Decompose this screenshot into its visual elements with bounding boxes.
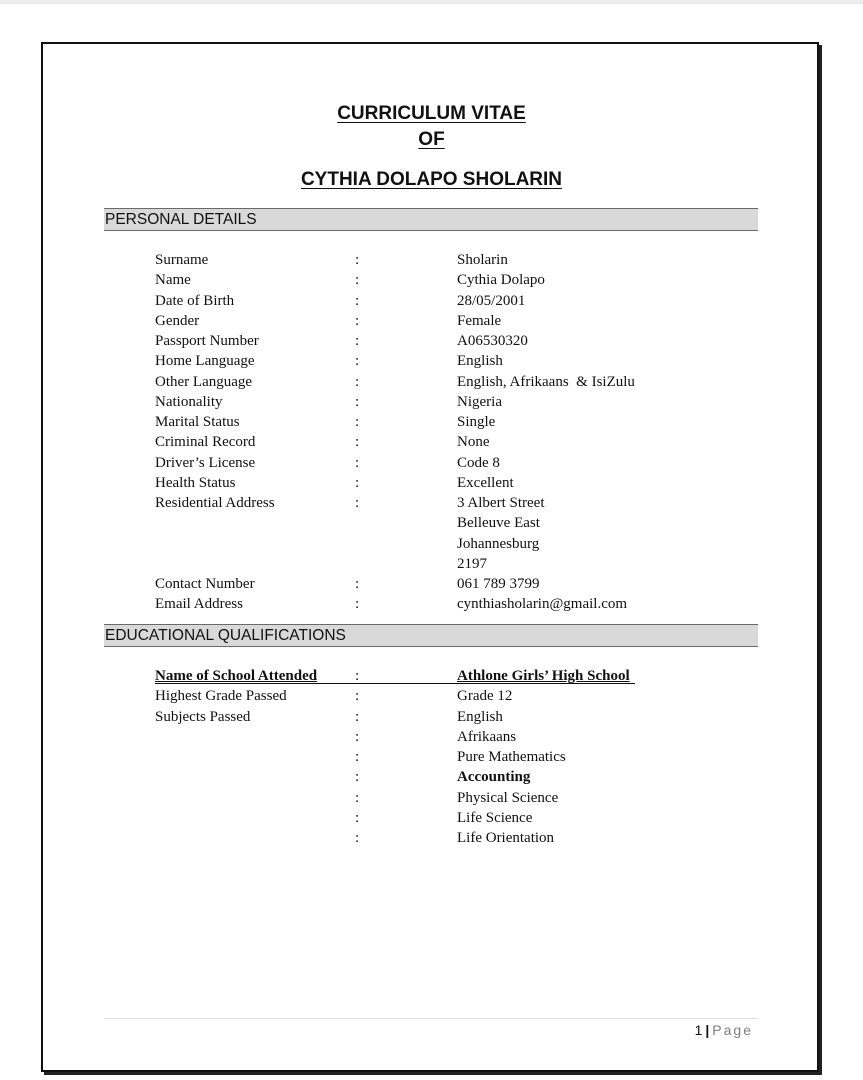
detail-separator: : <box>355 414 360 430</box>
detail-value: Single <box>457 414 496 430</box>
school-value: Athlone Girls’ High School <box>457 668 630 684</box>
subject-row <box>0 788 863 808</box>
detail-separator: : <box>355 292 360 309</box>
detail-value: Nigeria <box>457 393 502 410</box>
detail-separator: : <box>355 688 360 705</box>
detail-label: Criminal Record <box>155 434 256 451</box>
detail-separator: : <box>355 393 360 410</box>
school-row <box>0 666 863 686</box>
detail-label: Name <box>155 272 191 289</box>
detail-separator: : <box>355 353 360 370</box>
detail-label: Health Status <box>155 474 236 491</box>
detail-separator: : <box>355 668 360 684</box>
page-word: Page <box>712 1022 753 1038</box>
subject-value: English <box>457 708 503 725</box>
detail-row-surname <box>0 250 863 270</box>
detail-row-gender <box>0 311 863 331</box>
detail-row-drivers-license <box>0 453 863 473</box>
footer-divider <box>104 1018 758 1019</box>
detail-value: Excellent <box>457 474 514 491</box>
detail-label: Email Address <box>155 596 243 613</box>
subject-value: Life Science <box>457 809 533 826</box>
detail-separator: : <box>355 576 360 592</box>
detail-value: Female <box>457 312 502 329</box>
detail-separator: : <box>355 596 360 613</box>
detail-separator: : <box>355 809 360 826</box>
detail-value: Johannesburg <box>457 535 540 552</box>
subject-value: Life Orientation <box>457 830 555 846</box>
detail-value: Belleuve East <box>457 515 540 532</box>
school-row-underline <box>155 683 635 684</box>
detail-value: 3 Albert Street <box>457 495 545 511</box>
detail-row-contact-number <box>0 574 863 594</box>
subject-value: Pure Mathematics <box>457 749 566 765</box>
detail-label: Marital Status <box>155 414 240 430</box>
detail-separator: : <box>355 769 360 786</box>
detail-label: Nationality <box>155 393 223 410</box>
detail-label: Contact Number <box>155 576 255 592</box>
detail-label: Other Language <box>155 373 253 390</box>
detail-row-residential-address <box>0 493 863 513</box>
detail-separator: : <box>355 373 360 390</box>
page-number: 1 <box>694 1022 703 1038</box>
cv-title: CURRICULUM VITAE <box>337 103 526 124</box>
detail-label: Passport Number <box>155 333 259 349</box>
educational-qualifications-heading: EDUCATIONAL QUALIFICATIONS <box>104 624 758 647</box>
personal-details-heading: PERSONAL DETAILS <box>104 208 758 231</box>
detail-separator: : <box>355 333 360 349</box>
detail-value: 2197 <box>457 555 487 572</box>
subject-row <box>0 808 863 828</box>
detail-value: None <box>457 434 490 451</box>
detail-value: 061 789 3799 <box>457 576 540 592</box>
cv-title-of: OF <box>418 129 445 150</box>
subjects-label: Subjects Passed <box>155 708 251 725</box>
detail-value: English, Afrikaans & IsiZulu <box>457 373 635 390</box>
grade-value: Grade 12 <box>457 688 513 705</box>
detail-value: Sholarin <box>457 252 508 268</box>
page-number-separator: | <box>705 1022 710 1038</box>
detail-label: Surname <box>155 252 209 268</box>
detail-value: Code 8 <box>457 454 500 471</box>
detail-separator: : <box>355 495 360 511</box>
detail-label: Driver’s License <box>155 454 256 471</box>
detail-value: 28/05/2001 <box>457 292 526 309</box>
subject-row <box>0 727 863 747</box>
detail-label: Gender <box>155 312 200 329</box>
personal-details-list <box>0 250 863 615</box>
subject-row <box>0 767 863 787</box>
address-line-city <box>0 534 863 554</box>
detail-value: Cythia Dolapo <box>457 272 545 289</box>
page-number-footer <box>695 1022 753 1038</box>
subject-value: Physical Science <box>457 789 559 806</box>
detail-row-date-of-birth <box>0 291 863 311</box>
subject-row <box>0 828 863 848</box>
subject-value: Accounting <box>457 769 531 786</box>
detail-row-health-status <box>0 473 863 493</box>
detail-row-home-language <box>0 351 863 371</box>
detail-row-passport-number <box>0 331 863 351</box>
detail-separator: : <box>355 434 360 451</box>
detail-separator: : <box>355 830 360 846</box>
detail-label: Home Language <box>155 353 255 370</box>
subject-row <box>0 747 863 767</box>
grade-row <box>0 686 863 706</box>
detail-separator: : <box>355 728 360 745</box>
detail-label: Date of Birth <box>155 292 235 309</box>
detail-row-nationality <box>0 392 863 412</box>
subject-row <box>0 707 863 727</box>
detail-separator: : <box>355 474 360 491</box>
subject-value: Afrikaans <box>457 728 517 745</box>
detail-separator: : <box>355 312 360 329</box>
detail-separator: : <box>355 454 360 471</box>
detail-row-marital-status <box>0 412 863 432</box>
detail-label: Residential Address <box>155 495 275 511</box>
grade-label: Highest Grade Passed <box>155 688 287 705</box>
detail-row-email-address <box>0 594 863 614</box>
detail-separator: : <box>355 272 360 289</box>
detail-value: English <box>457 353 503 370</box>
address-line-postal-code <box>0 554 863 574</box>
candidate-name: CYTHIA DOLAPO SHOLARIN <box>300 169 563 190</box>
detail-separator: : <box>355 749 360 765</box>
detail-separator: : <box>355 252 360 268</box>
detail-row-criminal-record <box>0 432 863 452</box>
detail-value: A06530320 <box>457 333 528 349</box>
education-list <box>0 666 863 848</box>
address-line-suburb <box>0 513 863 533</box>
email-value: cynthiasholarin@gmail.com <box>457 596 628 613</box>
detail-separator: : <box>355 789 360 806</box>
school-label: Name of School Attended <box>155 668 318 684</box>
detail-row-name <box>0 270 863 290</box>
detail-separator: : <box>355 708 360 725</box>
detail-row-other-language <box>0 372 863 392</box>
